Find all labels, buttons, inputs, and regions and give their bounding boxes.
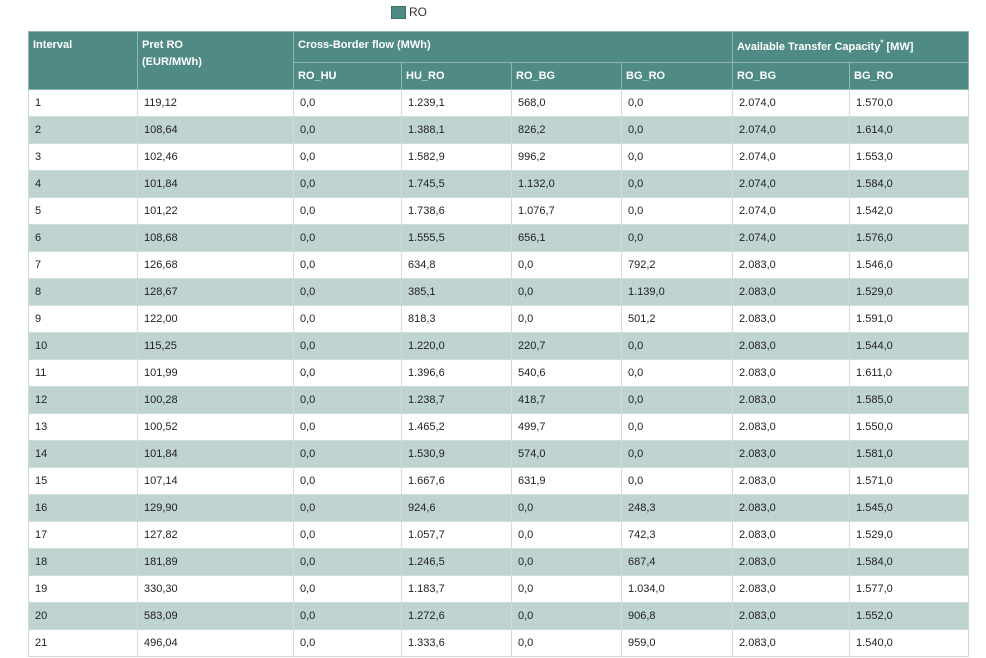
cell-ro-bg: 0,0 bbox=[512, 549, 622, 576]
cell-bg-ro: 0,0 bbox=[622, 360, 733, 387]
cell-atc-bg-ro: 1.542,0 bbox=[850, 198, 969, 225]
cell-interval: 6 bbox=[29, 225, 138, 252]
cell-bg-ro: 742,3 bbox=[622, 522, 733, 549]
cell-price: 119,12 bbox=[138, 90, 294, 117]
cell-bg-ro: 687,4 bbox=[622, 549, 733, 576]
cell-bg-ro: 0,0 bbox=[622, 414, 733, 441]
table-row bbox=[29, 144, 969, 171]
table-row bbox=[29, 603, 969, 630]
cell-interval: 20 bbox=[29, 603, 138, 630]
cell-ro-bg: 0,0 bbox=[512, 576, 622, 603]
cell-hu-ro: 1.239,1 bbox=[402, 90, 512, 117]
cell-ro-bg: 0,0 bbox=[512, 306, 622, 333]
cell-hu-ro: 1.738,6 bbox=[402, 198, 512, 225]
cell-hu-ro: 1.465,2 bbox=[402, 414, 512, 441]
cell-ro-bg: 656,1 bbox=[512, 225, 622, 252]
cell-price: 115,25 bbox=[138, 333, 294, 360]
cell-atc-ro-bg: 2.074,0 bbox=[733, 171, 850, 198]
cell-ro-hu: 0,0 bbox=[294, 225, 402, 252]
cell-price: 101,84 bbox=[138, 171, 294, 198]
cell-bg-ro: 0,0 bbox=[622, 90, 733, 117]
cell-ro-bg: 631,9 bbox=[512, 468, 622, 495]
cell-price: 101,22 bbox=[138, 198, 294, 225]
cell-atc-ro-bg: 2.074,0 bbox=[733, 144, 850, 171]
cell-interval: 17 bbox=[29, 522, 138, 549]
cell-interval: 7 bbox=[29, 252, 138, 279]
cell-ro-bg: 0,0 bbox=[512, 630, 622, 657]
cell-ro-hu: 0,0 bbox=[294, 333, 402, 360]
cell-ro-hu: 0,0 bbox=[294, 468, 402, 495]
cell-ro-hu: 0,0 bbox=[294, 441, 402, 468]
cell-price: 100,52 bbox=[138, 414, 294, 441]
cell-atc-ro-bg: 2.074,0 bbox=[733, 117, 850, 144]
cell-bg-ro: 0,0 bbox=[622, 117, 733, 144]
cell-price: 108,64 bbox=[138, 117, 294, 144]
table-row bbox=[29, 630, 969, 657]
cell-price: 330,30 bbox=[138, 576, 294, 603]
cell-hu-ro: 1.183,7 bbox=[402, 576, 512, 603]
cell-atc-ro-bg: 2.083,0 bbox=[733, 576, 850, 603]
cell-bg-ro: 0,0 bbox=[622, 387, 733, 414]
cell-hu-ro: 1.396,6 bbox=[402, 360, 512, 387]
header-atc-text: Available Transfer Capacity bbox=[737, 41, 881, 53]
table-row bbox=[29, 279, 969, 306]
table-body bbox=[29, 90, 969, 657]
cell-bg-ro: 501,2 bbox=[622, 306, 733, 333]
cell-price: 101,99 bbox=[138, 360, 294, 387]
cell-price: 126,68 bbox=[138, 252, 294, 279]
cell-hu-ro: 1.555,5 bbox=[402, 225, 512, 252]
header-cross-border: Cross-Border flow (MWh) bbox=[294, 32, 733, 63]
cell-ro-hu: 0,0 bbox=[294, 360, 402, 387]
cell-ro-hu: 0,0 bbox=[294, 522, 402, 549]
cell-price: 129,90 bbox=[138, 495, 294, 522]
cell-atc-bg-ro: 1.544,0 bbox=[850, 333, 969, 360]
cell-hu-ro: 1.272,6 bbox=[402, 603, 512, 630]
header-interval: Interval bbox=[29, 32, 138, 90]
cell-atc-ro-bg: 2.083,0 bbox=[733, 549, 850, 576]
cell-ro-bg: 0,0 bbox=[512, 522, 622, 549]
legend-label: RO bbox=[409, 5, 427, 19]
cell-interval: 4 bbox=[29, 171, 138, 198]
cell-atc-bg-ro: 1.545,0 bbox=[850, 495, 969, 522]
table-row bbox=[29, 198, 969, 225]
cell-ro-hu: 0,0 bbox=[294, 171, 402, 198]
header-atc-unit: [MW] bbox=[883, 41, 914, 53]
cell-atc-bg-ro: 1.552,0 bbox=[850, 603, 969, 630]
header-atc bbox=[733, 32, 969, 63]
cell-bg-ro: 906,8 bbox=[622, 603, 733, 630]
cell-atc-bg-ro: 1.611,0 bbox=[850, 360, 969, 387]
table-row bbox=[29, 468, 969, 495]
cell-interval: 10 bbox=[29, 333, 138, 360]
cell-atc-bg-ro: 1.591,0 bbox=[850, 306, 969, 333]
cell-atc-ro-bg: 2.083,0 bbox=[733, 252, 850, 279]
cell-interval: 8 bbox=[29, 279, 138, 306]
table-row bbox=[29, 306, 969, 333]
cell-price: 101,84 bbox=[138, 441, 294, 468]
cell-price: 583,09 bbox=[138, 603, 294, 630]
cell-ro-hu: 0,0 bbox=[294, 603, 402, 630]
cell-atc-bg-ro: 1.550,0 bbox=[850, 414, 969, 441]
cell-hu-ro: 924,6 bbox=[402, 495, 512, 522]
cell-ro-hu: 0,0 bbox=[294, 387, 402, 414]
table-row bbox=[29, 495, 969, 522]
cell-ro-hu: 0,0 bbox=[294, 198, 402, 225]
cell-hu-ro: 1.238,7 bbox=[402, 387, 512, 414]
cell-hu-ro: 1.582,9 bbox=[402, 144, 512, 171]
table-row bbox=[29, 333, 969, 360]
cell-hu-ro: 1.667,6 bbox=[402, 468, 512, 495]
cell-atc-ro-bg: 2.083,0 bbox=[733, 495, 850, 522]
table-row bbox=[29, 549, 969, 576]
table-row bbox=[29, 441, 969, 468]
cell-interval: 5 bbox=[29, 198, 138, 225]
cell-interval: 1 bbox=[29, 90, 138, 117]
cell-ro-hu: 0,0 bbox=[294, 306, 402, 333]
cell-ro-bg: 568,0 bbox=[512, 90, 622, 117]
cell-atc-ro-bg: 2.083,0 bbox=[733, 603, 850, 630]
cell-ro-hu: 0,0 bbox=[294, 549, 402, 576]
cell-atc-bg-ro: 1.614,0 bbox=[850, 117, 969, 144]
table-row bbox=[29, 387, 969, 414]
cell-ro-bg: 0,0 bbox=[512, 279, 622, 306]
table-row bbox=[29, 171, 969, 198]
cell-atc-ro-bg: 2.083,0 bbox=[733, 522, 850, 549]
cell-ro-bg: 996,2 bbox=[512, 144, 622, 171]
table-row bbox=[29, 414, 969, 441]
cell-ro-bg: 574,0 bbox=[512, 441, 622, 468]
cell-bg-ro: 0,0 bbox=[622, 333, 733, 360]
header-price-title: Pret RO bbox=[142, 39, 183, 51]
cell-bg-ro: 959,0 bbox=[622, 630, 733, 657]
header-price bbox=[138, 32, 294, 90]
cell-price: 100,28 bbox=[138, 387, 294, 414]
table-row bbox=[29, 90, 969, 117]
cell-ro-hu: 0,0 bbox=[294, 279, 402, 306]
cell-hu-ro: 634,8 bbox=[402, 252, 512, 279]
cell-price: 128,67 bbox=[138, 279, 294, 306]
subheader-ro-bg: RO_BG bbox=[512, 63, 622, 90]
cell-bg-ro: 0,0 bbox=[622, 144, 733, 171]
cell-atc-ro-bg: 2.083,0 bbox=[733, 387, 850, 414]
cell-ro-hu: 0,0 bbox=[294, 252, 402, 279]
subheader-hu-ro: HU_RO bbox=[402, 63, 512, 90]
cell-hu-ro: 818,3 bbox=[402, 306, 512, 333]
table-row bbox=[29, 522, 969, 549]
cell-atc-bg-ro: 1.540,0 bbox=[850, 630, 969, 657]
cell-atc-bg-ro: 1.577,0 bbox=[850, 576, 969, 603]
cell-bg-ro: 0,0 bbox=[622, 441, 733, 468]
cell-atc-ro-bg: 2.074,0 bbox=[733, 225, 850, 252]
cell-bg-ro: 248,3 bbox=[622, 495, 733, 522]
cell-ro-bg: 1.132,0 bbox=[512, 171, 622, 198]
table-row bbox=[29, 252, 969, 279]
cell-ro-hu: 0,0 bbox=[294, 144, 402, 171]
cell-interval: 13 bbox=[29, 414, 138, 441]
cell-ro-bg: 0,0 bbox=[512, 252, 622, 279]
cell-atc-bg-ro: 1.585,0 bbox=[850, 387, 969, 414]
subheader-ro-hu: RO_HU bbox=[294, 63, 402, 90]
cell-atc-bg-ro: 1.584,0 bbox=[850, 171, 969, 198]
cell-atc-ro-bg: 2.083,0 bbox=[733, 441, 850, 468]
cell-price: 127,82 bbox=[138, 522, 294, 549]
cell-ro-bg: 540,6 bbox=[512, 360, 622, 387]
cell-atc-bg-ro: 1.546,0 bbox=[850, 252, 969, 279]
table-row bbox=[29, 360, 969, 387]
cell-price: 107,14 bbox=[138, 468, 294, 495]
cell-hu-ro: 1.388,1 bbox=[402, 117, 512, 144]
cell-atc-ro-bg: 2.074,0 bbox=[733, 198, 850, 225]
cell-ro-hu: 0,0 bbox=[294, 576, 402, 603]
cell-atc-ro-bg: 2.083,0 bbox=[733, 360, 850, 387]
cell-bg-ro: 1.034,0 bbox=[622, 576, 733, 603]
cell-interval: 12 bbox=[29, 387, 138, 414]
legend bbox=[391, 4, 427, 20]
header-price-unit: (EUR/MWh) bbox=[142, 56, 202, 68]
cell-price: 102,46 bbox=[138, 144, 294, 171]
cell-ro-hu: 0,0 bbox=[294, 90, 402, 117]
cell-ro-bg: 826,2 bbox=[512, 117, 622, 144]
cell-atc-bg-ro: 1.584,0 bbox=[850, 549, 969, 576]
cell-atc-bg-ro: 1.529,0 bbox=[850, 522, 969, 549]
cell-interval: 21 bbox=[29, 630, 138, 657]
cell-ro-bg: 418,7 bbox=[512, 387, 622, 414]
data-table bbox=[28, 31, 969, 657]
cell-bg-ro: 0,0 bbox=[622, 468, 733, 495]
cell-atc-ro-bg: 2.083,0 bbox=[733, 279, 850, 306]
cell-atc-ro-bg: 2.083,0 bbox=[733, 414, 850, 441]
cell-interval: 18 bbox=[29, 549, 138, 576]
cell-hu-ro: 1.246,5 bbox=[402, 549, 512, 576]
cell-atc-bg-ro: 1.553,0 bbox=[850, 144, 969, 171]
cell-interval: 16 bbox=[29, 495, 138, 522]
cell-hu-ro: 1.745,5 bbox=[402, 171, 512, 198]
cell-hu-ro: 1.530,9 bbox=[402, 441, 512, 468]
cell-bg-ro: 0,0 bbox=[622, 171, 733, 198]
table-row bbox=[29, 117, 969, 144]
cell-interval: 3 bbox=[29, 144, 138, 171]
cell-ro-bg: 0,0 bbox=[512, 495, 622, 522]
cell-bg-ro: 0,0 bbox=[622, 198, 733, 225]
cell-ro-hu: 0,0 bbox=[294, 495, 402, 522]
cell-bg-ro: 0,0 bbox=[622, 225, 733, 252]
cell-interval: 2 bbox=[29, 117, 138, 144]
cell-hu-ro: 1.057,7 bbox=[402, 522, 512, 549]
cell-ro-bg: 499,7 bbox=[512, 414, 622, 441]
cell-bg-ro: 792,2 bbox=[622, 252, 733, 279]
cell-price: 108,68 bbox=[138, 225, 294, 252]
cell-atc-bg-ro: 1.576,0 bbox=[850, 225, 969, 252]
cell-price: 181,89 bbox=[138, 549, 294, 576]
cell-atc-ro-bg: 2.083,0 bbox=[733, 630, 850, 657]
subheader-atc-bg-ro: BG_RO bbox=[850, 63, 969, 90]
cell-atc-ro-bg: 2.074,0 bbox=[733, 90, 850, 117]
subheader-atc-ro-bg: RO_BG bbox=[733, 63, 850, 90]
cell-price: 122,00 bbox=[138, 306, 294, 333]
table-row bbox=[29, 225, 969, 252]
cell-atc-bg-ro: 1.581,0 bbox=[850, 441, 969, 468]
cell-atc-bg-ro: 1.571,0 bbox=[850, 468, 969, 495]
cell-interval: 11 bbox=[29, 360, 138, 387]
cell-atc-bg-ro: 1.529,0 bbox=[850, 279, 969, 306]
legend-swatch bbox=[391, 6, 406, 19]
cell-bg-ro: 1.139,0 bbox=[622, 279, 733, 306]
cell-interval: 15 bbox=[29, 468, 138, 495]
header-atc-footnote-mark: * bbox=[880, 38, 884, 48]
cell-price: 496,04 bbox=[138, 630, 294, 657]
cell-atc-ro-bg: 2.083,0 bbox=[733, 468, 850, 495]
cell-atc-ro-bg: 2.083,0 bbox=[733, 306, 850, 333]
table-row bbox=[29, 576, 969, 603]
subheader-bg-ro: BG_RO bbox=[622, 63, 733, 90]
cell-ro-bg: 220,7 bbox=[512, 333, 622, 360]
cell-atc-bg-ro: 1.570,0 bbox=[850, 90, 969, 117]
cell-ro-hu: 0,0 bbox=[294, 630, 402, 657]
cell-ro-hu: 0,0 bbox=[294, 117, 402, 144]
cell-hu-ro: 385,1 bbox=[402, 279, 512, 306]
cell-atc-ro-bg: 2.083,0 bbox=[733, 333, 850, 360]
cell-interval: 19 bbox=[29, 576, 138, 603]
cell-ro-bg: 0,0 bbox=[512, 603, 622, 630]
cell-interval: 14 bbox=[29, 441, 138, 468]
cell-hu-ro: 1.333,6 bbox=[402, 630, 512, 657]
cell-ro-hu: 0,0 bbox=[294, 414, 402, 441]
cell-interval: 9 bbox=[29, 306, 138, 333]
cell-ro-bg: 1.076,7 bbox=[512, 198, 622, 225]
cell-hu-ro: 1.220,0 bbox=[402, 333, 512, 360]
